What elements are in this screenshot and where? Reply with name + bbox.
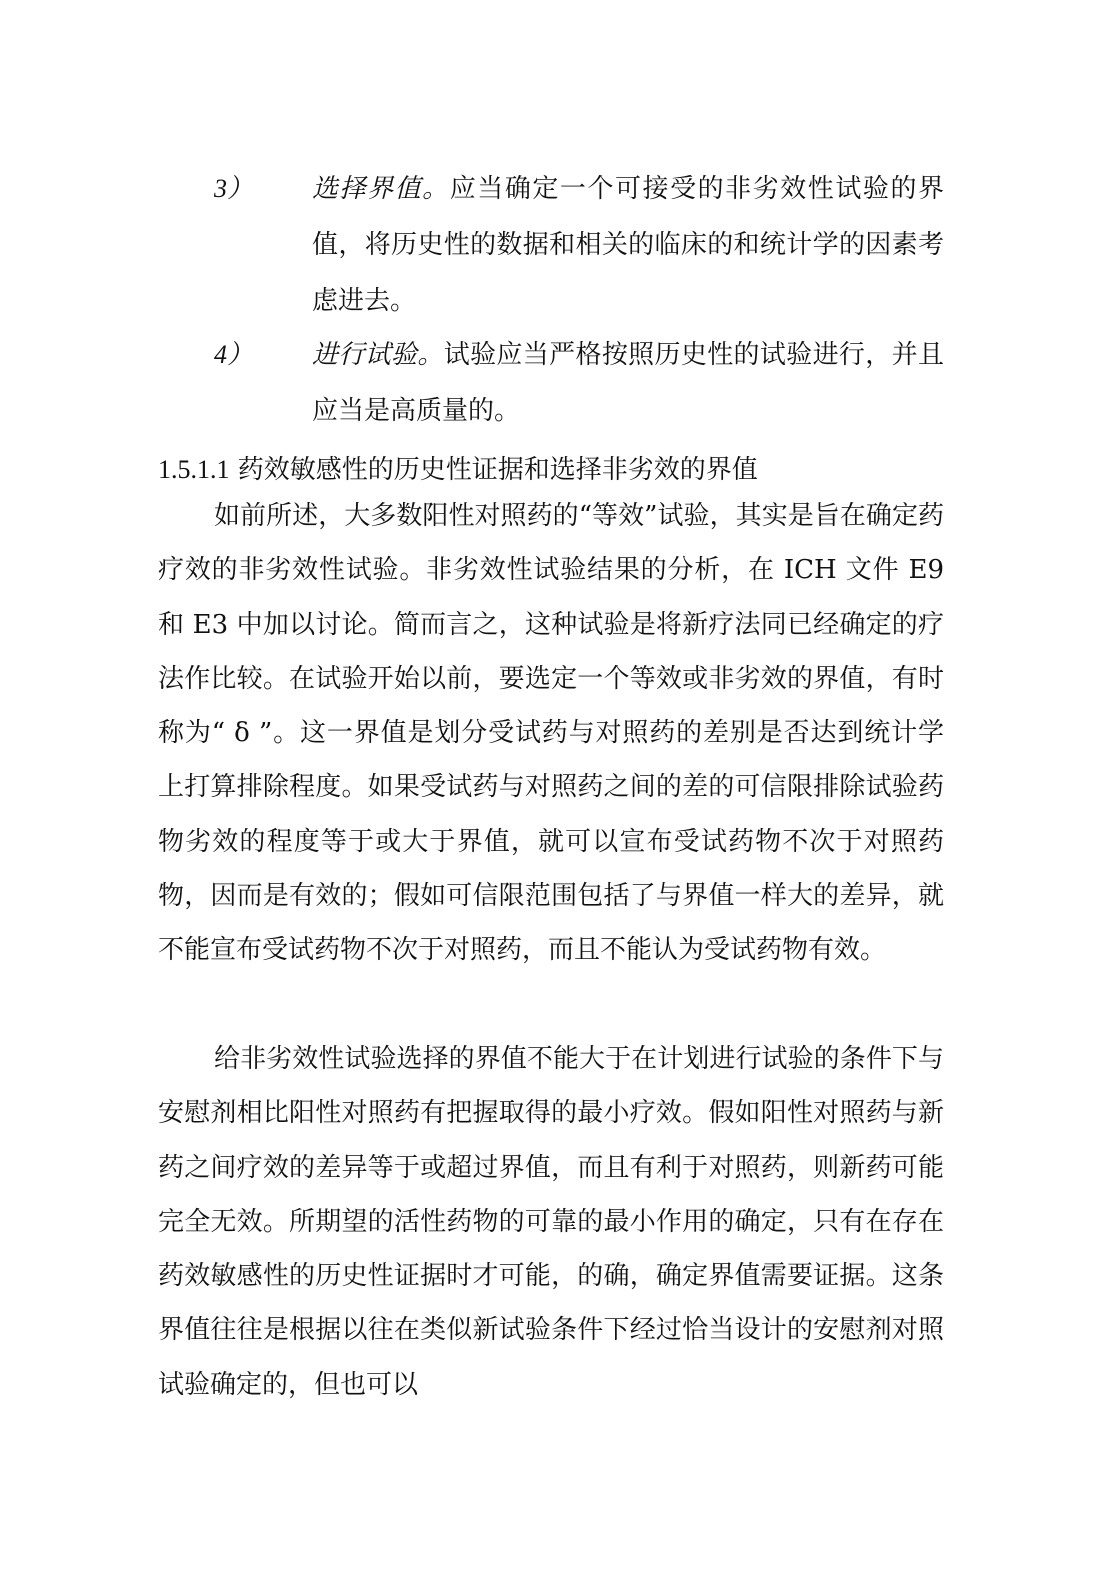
section-number: 1.5.1.1 — [158, 455, 230, 484]
list-item-number: 3） — [214, 174, 254, 203]
body-paragraph: 给非劣效性试验选择的界值不能大于在计划进行试验的条件下与安慰剂相比阳性对照药有把握取得的最小疗效。假如阳性对照药与新药之间疗效的差异等于或超过界值，而且有利于对照药，则新药可能完全无效。所期望的活性药物的可靠的最小作用的确定，只有在存在药效敏感性的历史性证据时才可能，的确，确定界值需要证据。这条界值往往是根据以往在类似新试验条件下经过恰当设计的安慰剂对照试验确定的，但也可以 — [158, 1044, 944, 1400]
list-item-title: 选择界值。 — [312, 174, 450, 204]
body-paragraph: 如前所述，大多数阳性对照药的“等效”试验，其实是旨在确定药疗效的非劣效性试验。非劣效性试验结果的分析，在 ICH 文件 E9 和 E3 中加以讨论。简而言之，这种试验是将新疗法同已经确定的疗法作比较。在试验开始以前，要选定一个等效或非劣效的界值，有时称为“ δ ”。这一界值是划分受试药与对照药的差别是否达到统计学上打算排除程度。如果受试药与对照药之间的差的可信限排除试验药物劣效的程度等于或大于界值，就可以宣布受试药物不次于对照药物，因而是有效的；假如可信限范围包括了与界值一样大的差异，就不能宣布受试药物不次于对照药，而且不能认为受试药物有效。 — [158, 501, 944, 966]
list-item-body — [312, 327, 944, 439]
list-item-body — [312, 161, 944, 329]
list-item-text: 试验应当严格按照历史性的试验进行，并且应当是高质量的。 — [312, 340, 944, 426]
list-item — [158, 327, 944, 439]
section-title: 药效敏感性的历史性证据和选择非劣效的界值 — [237, 455, 758, 485]
list-item-number: 4） — [214, 340, 254, 369]
list-item-text: 应当确定一个可接受的非劣效性试验的界值，将历史性的数据和相关的临床的和统计学的因素考虑进去。 — [312, 174, 944, 316]
list-item — [158, 161, 944, 329]
list-item-title: 进行试验。 — [312, 340, 444, 370]
